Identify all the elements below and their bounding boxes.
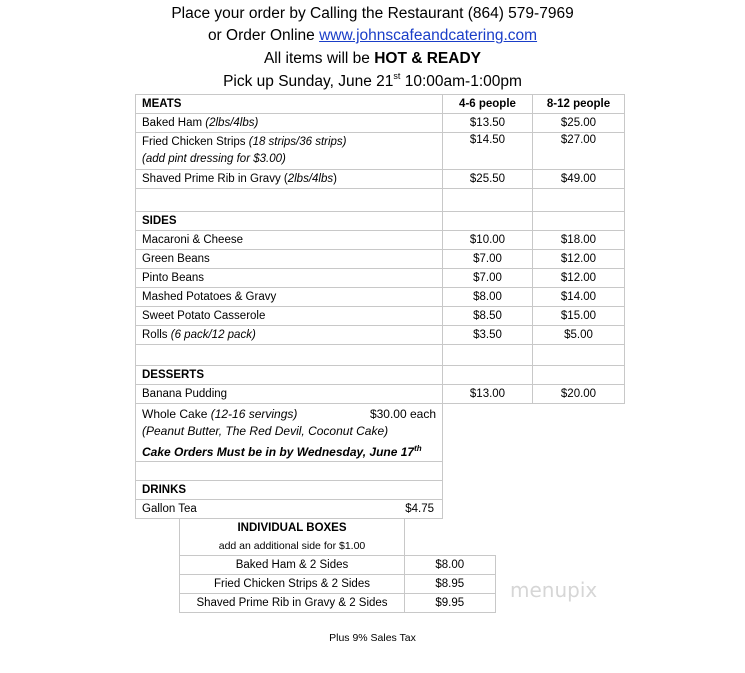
price-small: $14.50 [443, 133, 533, 170]
price-small: $8.50 [443, 307, 533, 326]
table-row [180, 556, 496, 575]
online-prefix: or Order Online [207, 27, 320, 44]
item-label: Rolls [142, 329, 171, 341]
item-name: Banana Pudding [136, 385, 443, 404]
box-item-name: Fried Chicken Strips & 2 Sides [180, 575, 405, 594]
item-name [136, 170, 443, 189]
price-large: $12.00 [533, 250, 625, 269]
table-row [136, 114, 625, 133]
price-large: $27.00 [533, 133, 625, 170]
drink-label: Gallon Tea [142, 503, 197, 515]
cake-flavors: (Peanut Butter, The Red Devil, Coconut Cake) [142, 424, 389, 438]
table-row [136, 307, 625, 326]
item-label: Shaved Prime Rib in Gravy ( [142, 173, 288, 185]
spacer-row [136, 462, 625, 481]
box-item-price: $8.95 [405, 575, 496, 594]
box-item-price: $9.95 [405, 594, 496, 613]
price-small: $25.50 [443, 170, 533, 189]
table-header-row [136, 95, 625, 114]
col-8-12-people: 8-12 people [533, 95, 625, 114]
table-row [136, 170, 625, 189]
boxes-title: INDIVIDUAL BOXES [180, 519, 405, 538]
price-large: $14.00 [533, 288, 625, 307]
individual-boxes-table [179, 518, 496, 613]
cake-deadline: Cake Orders Must be in by Wednesday, June 17 [142, 445, 415, 459]
table-row [136, 250, 625, 269]
box-item-name: Baked Ham & 2 Sides [180, 556, 405, 575]
table-row [136, 385, 625, 404]
col-4-6-people: 4-6 people [443, 95, 533, 114]
price-large: $15.00 [533, 307, 625, 326]
item-note: (6 pack/12 pack) [170, 329, 256, 341]
table-row [136, 288, 625, 307]
pickup-prefix: Pick up Sunday, June 21 [223, 73, 394, 90]
box-item-price: $8.00 [405, 556, 496, 575]
price-large: $20.00 [533, 385, 625, 404]
spacer-row [136, 345, 625, 366]
item-note: (2lbs/4lbs) [205, 117, 259, 129]
cake-deadline-sup: th [414, 444, 422, 453]
item-subnote: (add pint dressing for $3.00) [142, 153, 286, 165]
price-small: $8.00 [443, 288, 533, 307]
table-row [180, 575, 496, 594]
cake-price: $30.00 each [369, 407, 436, 421]
price-small: $13.00 [443, 385, 533, 404]
boxes-title-row [180, 519, 496, 538]
item-suffix: ) [333, 173, 337, 185]
price-small: $13.50 [443, 114, 533, 133]
website-link[interactable]: www.johnscafeandcatering.com [319, 27, 538, 44]
desserts-heading: DESSERTS [136, 366, 443, 385]
price-small: $7.00 [443, 250, 533, 269]
item-label: Baked Ham [142, 117, 206, 129]
table-row [136, 133, 625, 170]
box-item-name: Shaved Prime Rib in Gravy & 2 Sides [180, 594, 405, 613]
sides-heading-row [136, 212, 625, 231]
cake-note: (12-16 servings) [210, 407, 298, 421]
price-large: $49.00 [533, 170, 625, 189]
hot-ready-text: HOT & READY [374, 50, 482, 67]
table-row [180, 594, 496, 613]
price-large: $12.00 [533, 269, 625, 288]
price-small: $7.00 [443, 269, 533, 288]
item-name [136, 133, 443, 170]
header-online-line [0, 25, 745, 47]
pickup-suffix: 10:00am-1:00pm [400, 73, 522, 90]
item-name: Pinto Beans [136, 269, 443, 288]
table-row [136, 269, 625, 288]
item-label: Fried Chicken Strips [142, 136, 249, 148]
boxes-subtitle: add an additional side for $1.00 [180, 537, 405, 556]
spacer-row [136, 189, 625, 212]
drink-price: $4.75 [405, 503, 434, 515]
price-small: $3.50 [443, 326, 533, 345]
table-row [136, 326, 625, 345]
boxes-subtitle-row [180, 537, 496, 556]
drinks-heading-row [136, 481, 625, 500]
cake-cell [136, 404, 443, 462]
price-large: $18.00 [533, 231, 625, 250]
item-name: Macaroni & Cheese [136, 231, 443, 250]
desserts-heading-row [136, 366, 625, 385]
price-large: $5.00 [533, 326, 625, 345]
header-hot-line [0, 48, 745, 70]
menupix-watermark: menupix [510, 578, 598, 602]
table-row [136, 500, 625, 519]
item-note: 2lbs/4lbs [287, 173, 334, 185]
sides-heading: SIDES [136, 212, 443, 231]
price-large: $25.00 [533, 114, 625, 133]
item-name: Sweet Potato Casserole [136, 307, 443, 326]
meats-heading: MEATS [136, 95, 443, 114]
item-name: Green Beans [136, 250, 443, 269]
cake-label: Whole Cake [142, 407, 211, 421]
pickup-sup: st [393, 71, 401, 81]
header-phone-line: Place your order by Calling the Restaurant (864) 579-7969 [171, 5, 574, 22]
item-name [136, 500, 443, 519]
menu-table [135, 94, 625, 519]
hot-prefix: All items will be [263, 50, 375, 67]
header-pickup-line [0, 71, 745, 93]
cake-row [136, 404, 625, 462]
item-note: (18 strips/36 strips) [248, 136, 347, 148]
table-row [136, 231, 625, 250]
item-name: Mashed Potatoes & Gravy [136, 288, 443, 307]
item-name [136, 114, 443, 133]
drinks-heading: DRINKS [136, 481, 443, 500]
item-name [136, 326, 443, 345]
price-small: $10.00 [443, 231, 533, 250]
sales-tax-note: Plus 9% Sales Tax [329, 632, 416, 644]
